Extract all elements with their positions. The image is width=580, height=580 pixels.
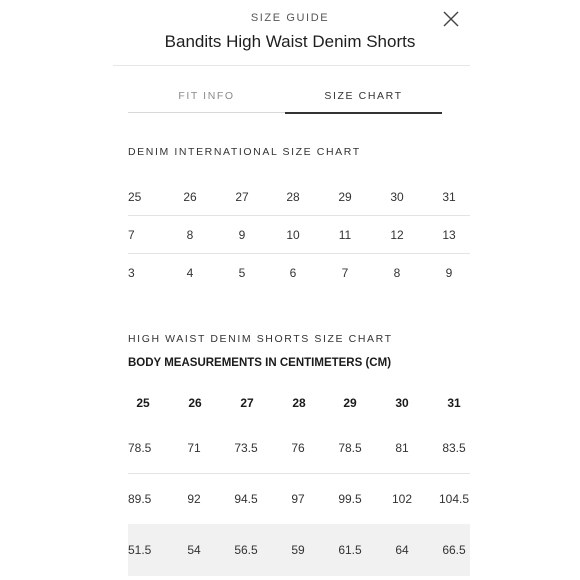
table-cell: 31	[442, 189, 456, 204]
international-chart-title: DENIM INTERNATIONAL SIZE CHART	[128, 146, 361, 158]
tab-bar	[128, 86, 442, 112]
table-cell: 7	[341, 265, 349, 280]
table-cell: 10	[286, 227, 300, 242]
table-cell: 56.5	[234, 543, 258, 557]
table-cell: 102	[391, 492, 413, 506]
table-cell: 9	[445, 265, 453, 280]
table-cell: 104.5	[438, 492, 470, 506]
table-header-cell: 28	[292, 396, 306, 410]
table-cell: 83.5	[442, 441, 466, 455]
table-header-cell: 27	[240, 396, 254, 410]
table-cell: 89.5	[128, 492, 152, 506]
tab-size-chart[interactable]: SIZE CHART	[285, 86, 442, 114]
measurement-unit-subtitle: BODY MEASUREMENTS IN CENTIMETERS (CM)	[128, 357, 392, 369]
table-cell: 51.5	[128, 543, 152, 557]
table-cell: 12	[390, 227, 404, 242]
table-cell: 66.5	[442, 543, 466, 557]
table-header-cell: 25	[136, 396, 150, 410]
table-header-cell: 31	[447, 396, 461, 410]
table-cell: 8	[393, 265, 401, 280]
table-cell: 73.5	[234, 441, 258, 455]
table-cell: 76	[291, 441, 305, 455]
table-cell: 4	[186, 265, 194, 280]
table-cell: 92	[187, 492, 201, 506]
table-header-row	[128, 383, 470, 423]
table-cell: 64	[395, 543, 409, 557]
table-cell: 78.5	[338, 441, 362, 455]
table-cell: 97	[291, 492, 305, 506]
close-button[interactable]	[440, 8, 462, 30]
table-cell: 6	[289, 265, 297, 280]
table-cell: 28	[286, 189, 300, 204]
table-cell: 3	[128, 265, 135, 280]
table-cell: 5	[238, 265, 246, 280]
table-cell: 9	[238, 227, 246, 242]
shorts-size-table	[128, 383, 470, 576]
table-cell: 26	[183, 189, 197, 204]
table-cell: 99.5	[338, 492, 362, 506]
table-header-cell: 29	[343, 396, 357, 410]
shorts-chart-title: HIGH WAIST DENIM SHORTS SIZE CHART	[128, 333, 393, 345]
table-row	[128, 474, 470, 524]
table-header-cell: 26	[188, 396, 202, 410]
table-cell: 11	[338, 227, 352, 242]
table-cell: 78.5	[128, 441, 152, 455]
product-title: Bandits High Waist Denim Shorts	[164, 32, 416, 51]
close-icon	[440, 8, 462, 30]
table-cell: 25	[128, 189, 142, 204]
table-cell: 30	[390, 189, 404, 204]
table-cell: 8	[186, 227, 194, 242]
tab-fit-info[interactable]: FIT INFO	[128, 86, 285, 113]
table-cell: 27	[235, 189, 249, 204]
header-divider	[113, 65, 470, 66]
table-row	[128, 216, 470, 254]
table-cell: 61.5	[338, 543, 362, 557]
table-cell: 54	[187, 543, 201, 557]
table-row	[128, 423, 470, 474]
table-header-cell: 30	[395, 396, 409, 410]
table-row	[128, 524, 470, 576]
modal-header	[0, 0, 580, 66]
table-cell: 13	[442, 227, 456, 242]
table-cell: 94.5	[234, 492, 258, 506]
table-cell: 29	[338, 189, 352, 204]
table-cell: 7	[128, 227, 135, 242]
table-row	[128, 178, 470, 216]
table-cell: 59	[291, 543, 305, 557]
table-cell: 71	[187, 441, 201, 455]
table-cell: 81	[395, 441, 409, 455]
international-size-table	[128, 178, 470, 291]
table-row	[128, 254, 470, 291]
size-guide-label: SIZE GUIDE	[250, 12, 330, 24]
